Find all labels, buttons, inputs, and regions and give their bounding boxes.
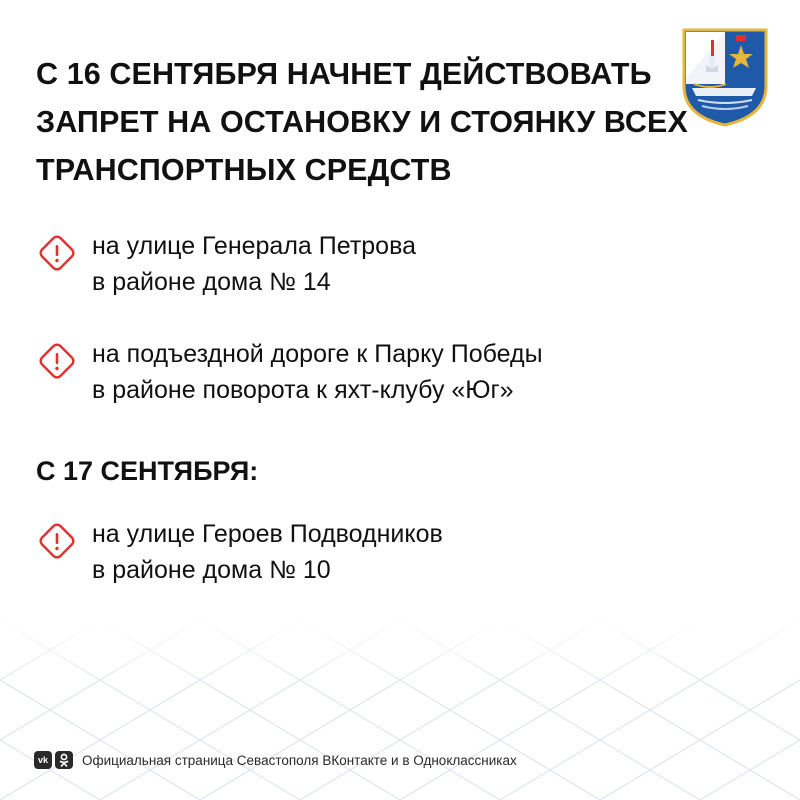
headline-line: ТРАНСПОРТНЫХ СРЕДСТВ xyxy=(36,153,452,187)
restriction-line: в районе дома № 14 xyxy=(92,268,331,296)
restriction-line: на улице Героев Подводников xyxy=(92,520,443,548)
subheading-sep17: С 17 СЕНТЯБРЯ: xyxy=(36,456,259,486)
restriction-line: в районе дома № 10 xyxy=(92,556,331,584)
restriction-text xyxy=(92,336,543,408)
headline-line: С 16 СЕНТЯБРЯ НАЧНЕТ ДЕЙСТВОВАТЬ xyxy=(36,57,652,91)
headline-line: ЗАПРЕТ НА ОСТАНОВКУ И СТОЯНКУ ВСЕХ xyxy=(36,105,688,139)
warning-icon xyxy=(36,520,78,562)
vk-icon[interactable]: vk xyxy=(34,751,52,769)
restriction-line: в районе поворота к яхт-клубу «Юг» xyxy=(92,376,514,404)
restriction-line: на улице Генерала Петрова xyxy=(92,232,416,260)
footer-text: Официальная страница Севастополя ВКонтакте и в Одноклассниках xyxy=(82,752,517,768)
restriction-line: на подъездной дороге к Парку Победы xyxy=(92,340,543,368)
footer xyxy=(34,748,517,772)
headline xyxy=(36,50,688,194)
warning-icon xyxy=(36,340,78,382)
restriction-text xyxy=(92,516,443,588)
ok-icon[interactable] xyxy=(55,751,73,769)
warning-icon xyxy=(36,232,78,274)
sevastopol-coat-of-arms-icon xyxy=(680,26,770,128)
restriction-text xyxy=(92,228,416,300)
